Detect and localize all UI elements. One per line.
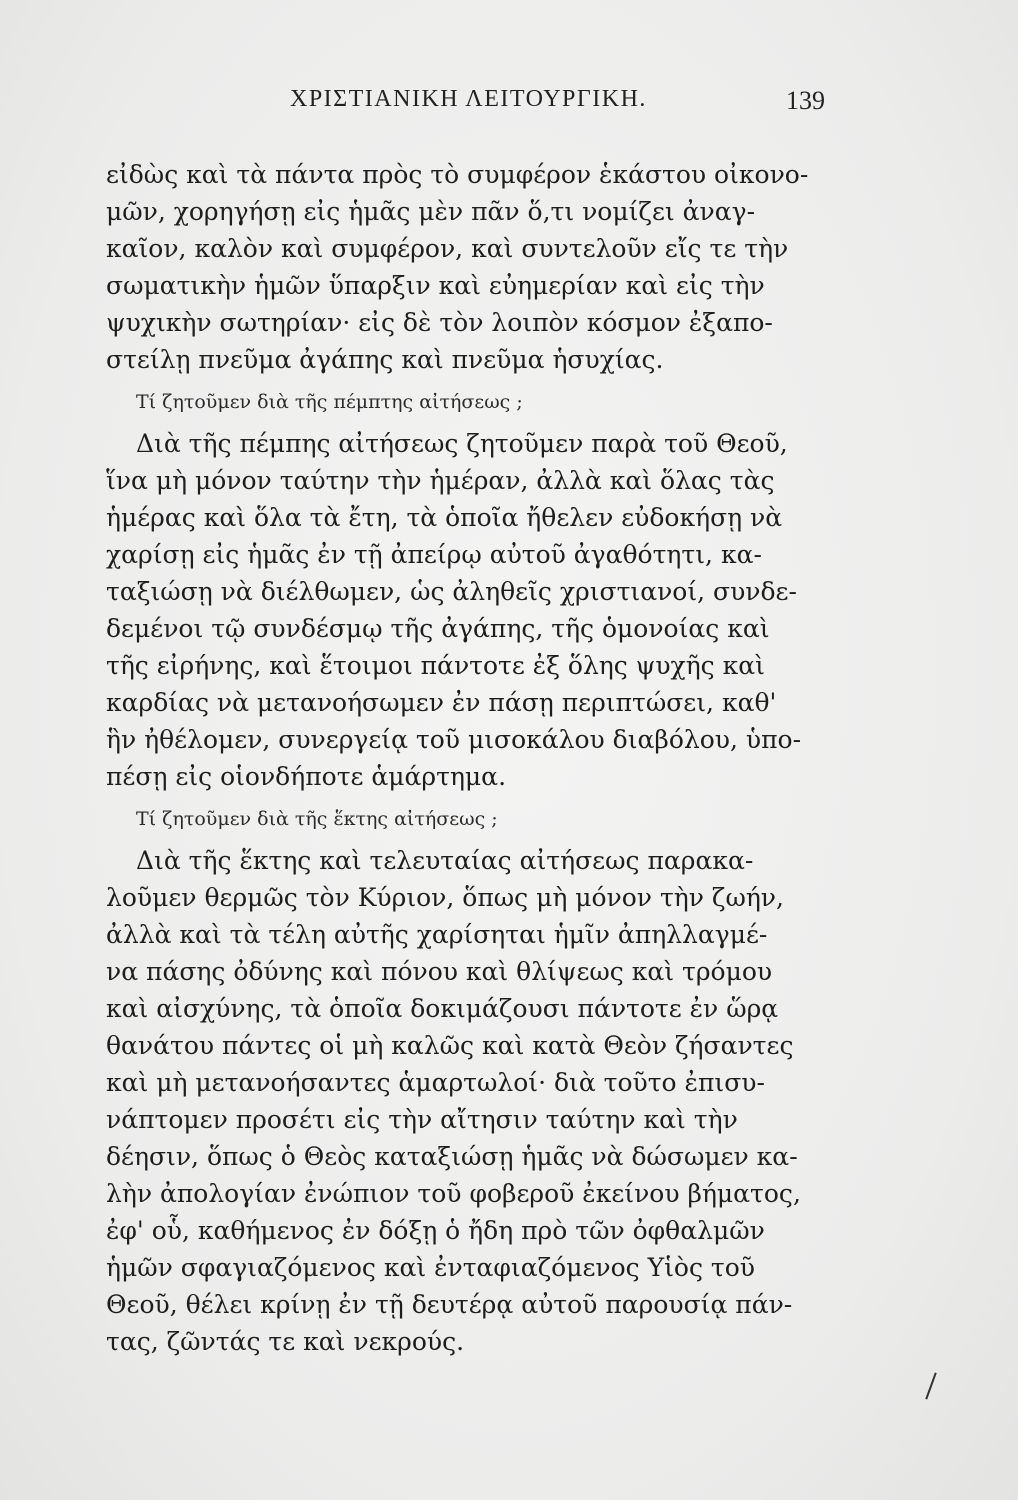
stray-pen-mark (925, 1373, 936, 1400)
text-line: ἡμῶν σφαγιαζόμενος καὶ ἐνταφιαζόμενος Υἱὸς τοῦ (106, 1253, 755, 1282)
text-line: να πάσης ὀδύνης καὶ πόνου καὶ θλίψεως καὶ τρόμου (106, 957, 773, 986)
text-line: πέσῃ εἰς οἱονδήποτε ἁμάρτημα. (106, 762, 507, 791)
text-line: καὶ μὴ μετανοήσαντες ἁμαρτωλοί· διὰ τοῦτο ἐπισυ- (106, 1068, 765, 1097)
text-line: νάπτομεν προσέτι εἰς τὴν αἴτησιν ταύτην καὶ τὴν (106, 1105, 738, 1134)
text-line: τῆς εἰρήνης, καὶ ἕτοιμοι πάντοτε ἐξ ὅλης ψυχῆς καὶ (106, 651, 765, 680)
text-line: μῶν, χορηγήσῃ εἰς ἡμᾶς μὲν πᾶν ὅ,τι νομίζει ἀναγ- (106, 197, 756, 226)
text-line: σωματικὴν ἡμῶν ὕπαρξιν καὶ εὐημερίαν καὶ εἰς τὴν (106, 271, 765, 300)
text-line: καὶ αἰσχύνης, τὰ ὁποῖα δοκιμάζουσι πάντοτε ἐν ὥρᾳ (106, 994, 779, 1023)
text-line: καρδίας νὰ μετανοήσωμεν ἐν πάσῃ περιπτώσει, καθ' (106, 688, 777, 717)
text-line: ἡμέρας καὶ ὅλα τὰ ἔτη, τὰ ὁποῖα ἤθελεν εὐδοκήσῃ νὰ (106, 503, 783, 532)
question-heading: Τί ζητοῦμεν διὰ τῆς πέμπτης αἰτήσεως ; (136, 391, 523, 413)
question-heading: Τί ζητοῦμεν διὰ τῆς ἕκτης αἰτήσεως ; (136, 808, 498, 830)
text-line: καῖον, καλὸν καὶ συμφέρον, καὶ συντελοῦν εἴς τε τὴν (106, 234, 789, 263)
paragraph-first-line: Διὰ τῆς πέμπης αἰτήσεως ζητοῦμεν παρὰ τοῦ Θεοῦ, (136, 429, 788, 458)
text-line: ταξιώσῃ νὰ διέλθωμεν, ὡς ἀληθεῖς χριστιανοί, συνδε- (106, 577, 797, 606)
text-line: λὴν ἀπολογίαν ἐνώπιον τοῦ φοβεροῦ ἐκείνου βήματος, (106, 1179, 801, 1208)
page-number: 139 (786, 86, 825, 115)
text-line: στείλῃ πνεῦμα ἀγάπης καὶ πνεῦμα ἡσυχίας. (106, 345, 664, 374)
text-line: ψυχικὴν σωτηρίαν· εἰς δὲ τὸν λοιπὸν κόσμον ἐξαπο- (106, 308, 773, 337)
text-line: ἀλλὰ καὶ τὰ τέλη αὐτῆς χαρίσηται ἡμῖν ἀπηλλαγμέ- (106, 920, 768, 949)
text-line: δεμένοι τῷ συνδέσμῳ τῆς ἀγάπης, τῆς ὁμονοίας καὶ (106, 614, 770, 643)
text-line: τας, ζῶντάς τε καὶ νεκρούς. (106, 1327, 465, 1356)
text-line: εἰδὼς καὶ τὰ πάντα πρὸς τὸ συμφέρον ἑκάστου οἰκονο- (106, 160, 809, 189)
text-line: ἵνα μὴ μόνον ταύτην τὴν ἡμέραν, ἀλλὰ καὶ ὅλας τὰς (106, 466, 775, 495)
text-line: δέησιν, ὅπως ὁ Θεὸς καταξιώσῃ ἡμᾶς νὰ δώσωμεν κα- (106, 1142, 798, 1171)
text-line: λοῦμεν θερμῶς τὸν Κύριον, ὅπως μὴ μόνον τὴν ζωήν, (106, 883, 784, 912)
text-line: Θεοῦ, θέλει κρίνῃ ἐν τῇ δευτέρᾳ αὐτοῦ παρουσίᾳ πάν- (106, 1290, 793, 1319)
text-line: ἐφ' οὗ, καθήμενος ἐν δόξῃ ὁ ἤδη πρὸ τῶν ὀφθαλμῶν (106, 1216, 765, 1245)
running-head: ΧΡΙΣΤΙΑΝΙΚΗ ΛΕΙΤΟΥΡΓΙΚΗ. (290, 86, 647, 112)
text-line: θανάτου πάντες οἱ μὴ καλῶς καὶ κατὰ Θεὸν ζήσαντες (106, 1031, 794, 1060)
text-line: χαρίσῃ εἰς ἡμᾶς ἐν τῇ ἀπείρῳ αὐτοῦ ἀγαθότητι, κα- (106, 540, 762, 569)
paragraph-first-line: Διὰ τῆς ἕκτης καὶ τελευταίας αἰτήσεως παρακα- (136, 846, 754, 875)
text-line: ἣν ἠθέλομεν, συνεργείᾳ τοῦ μισοκάλου διαβόλου, ὑπο- (106, 725, 802, 754)
